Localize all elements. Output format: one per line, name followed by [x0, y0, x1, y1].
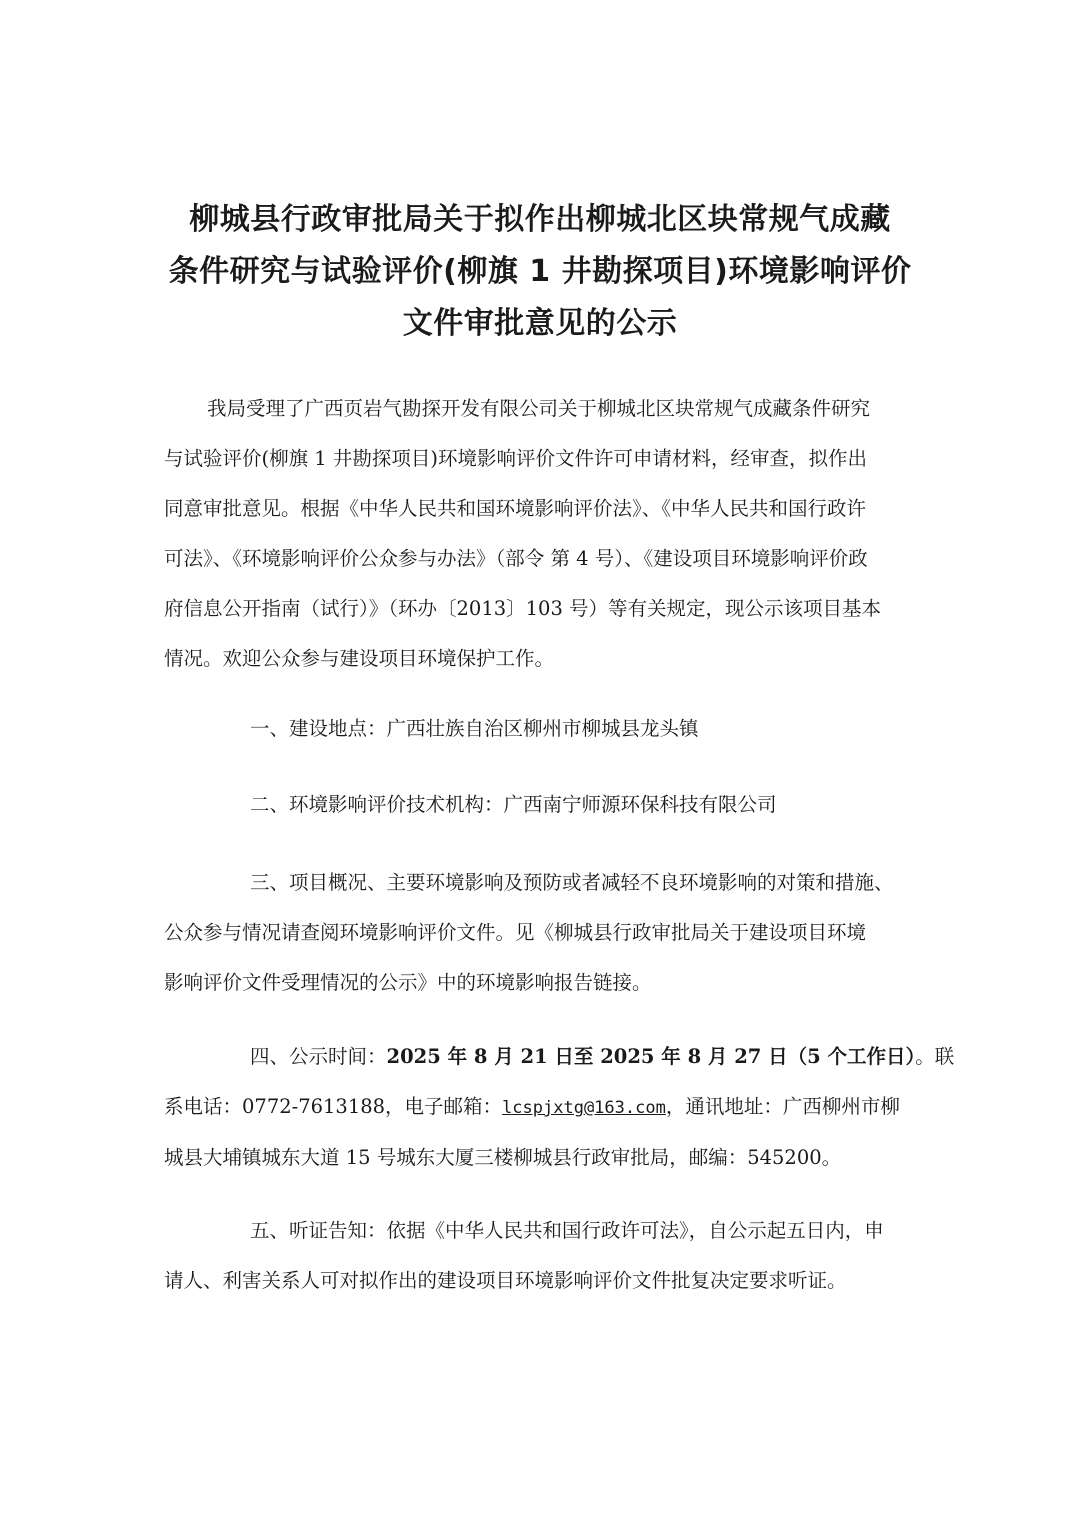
intro-line: 可法》、《环境影响评价公众参与办法》（部令 第 4 号）、《建设项目环境影响评价政	[164, 547, 868, 570]
item-hearing-notice	[164, 1206, 944, 1306]
title-line-3: 文件审批意见的公示	[402, 306, 678, 341]
intro-paragraph	[164, 384, 944, 684]
publicity-line-3: 城县大埔镇城东大道 15 号城东大厦三楼柳城县行政审批局，邮编：545200。	[164, 1146, 842, 1169]
intro-line: 与试验评价(柳旗 1 井勘探项目)环境影响评价文件许可申请材料，经审查，拟作出	[164, 447, 868, 470]
intro-line: 同意审批意见。根据《中华人民共和国环境影响评价法》、《中华人民共和国行政许	[164, 497, 867, 520]
title-line-2: 条件研究与试验评价(柳旗 1 井勘探项目)环境影响评价	[168, 254, 912, 289]
item-location-text: 一、建设地点：广西壮族自治区柳州市柳城县龙头镇	[250, 717, 699, 740]
item-location	[164, 704, 944, 754]
document-title	[140, 194, 940, 350]
publicity-period: 2025 年 8 月 21 日至 2025 年 8 月 27 日（5 个工作日）	[386, 1045, 916, 1068]
intro-line: 府信息公开指南（试行）》（环办〔2013〕103 号）等有关规定，现公示该项目基本	[164, 597, 882, 620]
intro-line: 情况。欢迎公众参与建设项目环境保护工作。	[164, 647, 555, 670]
email-link[interactable]: lcspjxtg@163.com	[502, 1098, 666, 1118]
overview-line: 影响评价文件受理情况的公示》中的环境影响报告链接。	[164, 971, 652, 994]
title-line-1: 柳城县行政审批局关于拟作出柳城北区块常规气成藏	[189, 202, 891, 237]
item-publicity-period	[164, 1032, 955, 1183]
publicity-prefix: 四、公示时间：	[250, 1045, 387, 1068]
contact-phone-text: 系电话：0772-7613188，电子邮箱：	[164, 1095, 503, 1118]
publicity-after-period: 。联	[915, 1045, 955, 1068]
hearing-line: 请人、利害关系人可对拟作出的建设项目环境影响评价文件批复决定要求听证。	[164, 1269, 847, 1292]
item-project-overview	[164, 858, 944, 1008]
publicity-line-2	[164, 1082, 944, 1133]
intro-line: 我局受理了广西页岩气勘探开发有限公司关于柳城北区块常规气成藏条件研究	[207, 397, 871, 420]
overview-line: 公众参与情况请查阅环境影响评价文件。见《柳城县行政审批局关于建设项目环境	[164, 921, 867, 944]
item-eia-agency	[164, 780, 944, 830]
contact-address-start: ，通讯地址：广西柳州市柳	[665, 1095, 900, 1118]
hearing-line: 五、听证告知：依据《中华人民共和国行政许可法》，自公示起五日内，申	[250, 1219, 884, 1242]
item-eia-agency-text: 二、环境影响评价技术机构：广西南宁师源环保科技有限公司	[250, 793, 777, 816]
publicity-line-1	[164, 1032, 955, 1082]
overview-line: 三、项目概况、主要环境影响及预防或者减轻不良环境影响的对策和措施、	[250, 871, 894, 894]
